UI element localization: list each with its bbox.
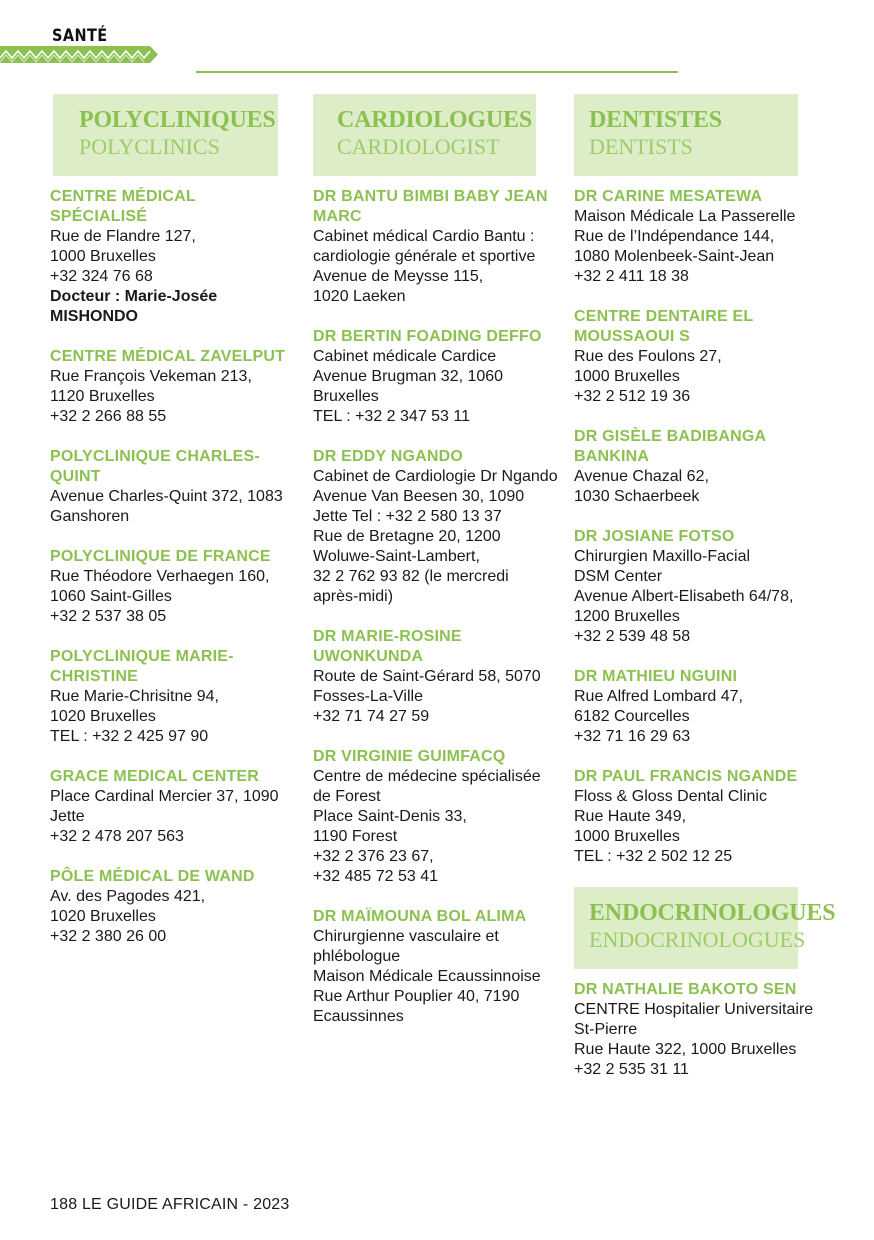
list-item <box>50 867 295 947</box>
section-subtitle: ENDOCRINOLOGUES <box>589 927 806 952</box>
footer <box>50 1196 290 1214</box>
entry-detail: +32 324 76 68 <box>50 268 153 285</box>
list-item <box>313 627 558 727</box>
entry-detail: 1020 Bruxelles <box>50 908 156 925</box>
entry-detail: +32 71 74 27 59 <box>313 708 430 725</box>
section-subtitle: CARDIOLOGIST <box>337 134 500 159</box>
entry-detail: Cabinet médicale Cardice <box>313 348 497 365</box>
entry-name: CENTRE DENTAIRE EL MOUSSAOUI S <box>574 308 754 345</box>
section-header <box>574 94 798 176</box>
entry-detail: Rue Marie-Chrisitne 94, <box>50 688 219 705</box>
entry-detail: 32 2 762 93 82 (le mercredi après-midi) <box>313 568 509 605</box>
list-item <box>574 187 819 287</box>
entry-detail: Maison Médicale La Passerelle <box>574 208 796 225</box>
list-item <box>574 767 819 867</box>
entry-detail: TEL : +32 2 425 97 90 <box>50 728 209 745</box>
entry-name: CENTRE MÉDICAL ZAVELPUT <box>50 348 286 365</box>
entry-name: POLYCLINIQUE CHARLES-QUINT <box>50 448 260 485</box>
column-3 <box>574 94 836 1100</box>
entry-detail: Floss & Gloss Dental Clinic <box>574 788 767 805</box>
entry-detail: +32 2 411 18 38 <box>574 268 689 285</box>
section-title: DENTISTES <box>589 107 722 133</box>
entry-name: PÔLE MÉDICAL DE WAND <box>50 868 255 885</box>
entry-detail: 1200 Bruxelles <box>574 608 680 625</box>
list-item <box>50 547 295 627</box>
entry-detail: Rue de Bretagne 20, 1200 Woluwe-Saint-Lambert, <box>313 528 501 565</box>
entry-list <box>574 187 819 867</box>
entry-detail: 1020 Bruxelles <box>50 708 156 725</box>
entry-detail: Avenue de Meysse 115, <box>313 268 484 285</box>
entry-detail: Maison Médicale Ecaussinnoise <box>313 968 541 985</box>
entry-detail: +32 2 266 88 55 <box>50 408 167 425</box>
entry-detail: Rue Arthur Pouplier 40, 7190 Ecaussinnes <box>313 988 520 1025</box>
entry-list <box>574 980 819 1080</box>
entry-detail: +32 485 72 53 41 <box>313 868 439 885</box>
zigzag-band <box>0 46 158 63</box>
entry-detail: CENTRE Hospitalier Universitaire St-Pierre <box>574 1001 814 1038</box>
list-item <box>313 187 558 307</box>
entry-name: DR BANTU BIMBI BABY JEAN MARC <box>313 188 548 225</box>
entry-detail: +32 2 512 19 36 <box>574 388 691 405</box>
entry-detail: 1120 Bruxelles <box>50 388 155 405</box>
list-item <box>574 427 819 507</box>
entry-detail: 1080 Molenbeek-Saint-Jean <box>574 248 775 265</box>
entry-name: DR VIRGINIE GUIMFACQ <box>313 748 506 765</box>
entry-name: DR NATHALIE BAKOTO SEN <box>574 981 797 998</box>
entry-detail: Rue des Foulons 27, <box>574 348 722 365</box>
entry-name: POLYCLINIQUE MARIE-CHRISTINE <box>50 648 234 685</box>
entry-list <box>313 187 558 1027</box>
entry-detail: Place Saint-Denis 33, <box>313 808 467 825</box>
list-item <box>574 667 819 747</box>
entry-detail: 1060 Saint-Gilles <box>50 588 172 605</box>
entry-contact: Docteur : Marie-Josée MISHONDO <box>50 288 218 325</box>
section-header <box>53 94 278 176</box>
entry-detail: Centre de médecine spécialisée de Forest <box>313 768 541 805</box>
entry-detail: Rue Théodore Verhaegen 160, <box>50 568 270 585</box>
list-item <box>574 527 819 647</box>
list-item <box>313 447 558 607</box>
entry-list <box>50 187 295 947</box>
section-header <box>574 887 836 969</box>
list-item <box>574 980 819 1080</box>
entry-name: DR MAÏMOUNA BOL ALIMA <box>313 908 527 925</box>
entry-name: DR MARIE-ROSINE UWONKUNDA <box>313 628 462 665</box>
entry-name: GRACE MEDICAL CENTER <box>50 768 260 785</box>
entry-detail: Av. des Pagodes 421, <box>50 888 206 905</box>
list-item <box>313 327 558 427</box>
entry-name: DR CARINE MESATEWA <box>574 188 763 205</box>
entry-detail: Avenue Albert-Elisabeth 64/78, <box>574 588 794 605</box>
entry-detail: Avenue Charles-Quint 372, 1083 Ganshoren <box>50 488 283 525</box>
entry-detail: 1000 Bruxelles <box>50 248 156 265</box>
entry-detail: Avenue Chazal 62, <box>574 468 709 485</box>
entry-detail: +32 71 16 29 63 <box>574 728 691 745</box>
list-item <box>313 907 558 1027</box>
entry-detail: +32 2 380 26 00 <box>50 928 167 945</box>
section-subtitle: DENTISTS <box>589 134 693 159</box>
entry-detail: 6182 Courcelles <box>574 708 690 725</box>
list-item <box>574 307 819 407</box>
header-rule <box>196 71 678 73</box>
column-1 <box>50 94 295 967</box>
entry-name: CENTRE MÉDICAL SPÉCIALISÉ <box>50 188 196 225</box>
list-item <box>50 647 295 747</box>
entry-detail: Cabinet médical Cardio Bantu : cardiologie générale et sportive <box>313 228 536 265</box>
entry-name: DR JOSIANE FOTSO <box>574 528 735 545</box>
entry-detail: +32 2 537 38 05 <box>50 608 167 625</box>
entry-name: DR MATHIEU NGUINI <box>574 668 738 685</box>
list-item <box>50 187 295 327</box>
entry-detail: Rue Haute 349, <box>574 808 687 825</box>
entry-detail: Rue de l’Indépendance 144, <box>574 228 775 245</box>
entry-detail: 1190 Forest <box>313 828 398 845</box>
entry-name: DR EDDY NGANDO <box>313 448 464 465</box>
section-subtitle: POLYCLINICS <box>79 134 220 159</box>
entry-detail: Rue François Vekeman 213, <box>50 368 252 385</box>
entry-detail: Rue Alfred Lombard 47, <box>574 688 743 705</box>
entry-detail: Avenue Brugman 32, 1060 Bruxelles <box>313 368 504 405</box>
entry-name: POLYCLINIQUE DE FRANCE <box>50 548 271 565</box>
entry-detail: Avenue Van Beesen 30, 1090 Jette Tel : +32 2 580 13 37 <box>313 488 525 525</box>
section-title: CARDIOLOGUES <box>337 107 532 133</box>
list-item <box>50 767 295 847</box>
entry-detail: +32 2 539 48 58 <box>574 628 691 645</box>
entry-name: DR PAUL FRANCIS NGANDE <box>574 768 798 785</box>
entry-detail: Place Cardinal Mercier 37, 1090 Jette <box>50 788 279 825</box>
entry-detail: DSM Center <box>574 568 663 585</box>
entry-name: DR BERTIN FOADING DEFFO <box>313 328 542 345</box>
entry-detail: Rue Haute 322, 1000 Bruxelles <box>574 1041 797 1058</box>
entry-detail: Chirurgienne vasculaire et phlébologue <box>313 928 499 965</box>
section-title: ENDOCRINOLOGUES <box>589 900 836 926</box>
entry-detail: Chirurgien Maxillo-Facial <box>574 548 751 565</box>
entry-detail: 1000 Bruxelles <box>574 828 680 845</box>
entry-detail: +32 2 376 23 67, <box>313 848 434 865</box>
section-header <box>313 94 536 176</box>
entry-detail: 1000 Bruxelles <box>574 368 680 385</box>
publication-name: LE GUIDE AFRICAIN - 2023 <box>81 1196 290 1213</box>
section-label: SANTÉ <box>52 26 108 46</box>
entry-detail: 1030 Schaerbeek <box>574 488 700 505</box>
entry-detail: 1020 Laeken <box>313 288 406 305</box>
list-item <box>50 347 295 427</box>
entry-detail: Route de Saint-Gérard 58, 5070 Fosses-La-Ville <box>313 668 541 705</box>
entry-detail: Rue de Flandre 127, <box>50 228 196 245</box>
entry-detail: TEL : +32 2 502 12 25 <box>574 848 733 865</box>
list-item <box>313 747 558 887</box>
entry-detail: TEL : +32 2 347 53 11 <box>313 408 471 425</box>
entry-detail: +32 2 478 207 563 <box>50 828 184 845</box>
entry-name: DR GISÈLE BADIBANGA BANKINA <box>574 428 766 465</box>
list-item <box>50 447 295 527</box>
column-2 <box>313 94 558 1047</box>
page-number: 188 <box>50 1196 78 1213</box>
entry-detail: +32 2 535 31 11 <box>574 1061 689 1078</box>
entry-detail: Cabinet de Cardiologie Dr Ngando <box>313 468 558 485</box>
section-title: POLYCLINIQUES <box>79 107 276 133</box>
